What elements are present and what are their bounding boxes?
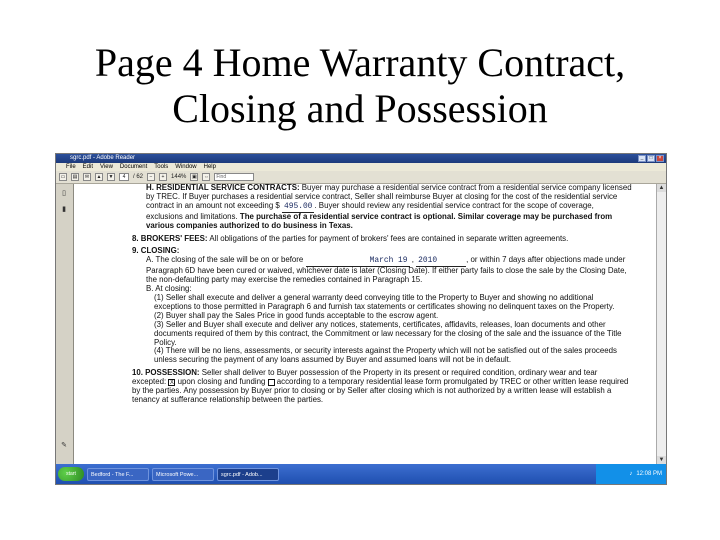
taskbar-item-adobe-reader[interactable]: sgrc.pdf - Adob... [217, 468, 279, 481]
toolbar [56, 171, 666, 184]
section-h-text1: Buyer may purchase a residential service contract from a residential service company licensed by TREC. If Buyer purchases a residential service contract, Seller shall reimburse Buyer at closing for the cost of the residential service contract in an amount not exceeding $ [146, 184, 632, 210]
closing-year-field[interactable]: 2010 [416, 257, 466, 267]
start-button[interactable]: start [58, 467, 84, 481]
page-number-input[interactable]: 4 [119, 173, 129, 181]
section-9b3: (3) Seller and Buyer shall execute and deliver any notices, statements, certificates, affidavits, releases, loan documents and other documents required of them by this contract, the Commitment or law necessary for the closing of the sale and the issuance of the Title Policy. [154, 319, 622, 347]
fit-width-icon[interactable]: ⇔ [203, 174, 209, 180]
print-icon[interactable]: ▤ [72, 174, 78, 180]
section-9a: A. The closing of the sale will be on or before March 19 , 2010 , or within 7 days after objections made under Paragraph 6D have been cured or waived, whichever date is later (Closing Date). If either party fails to close the sale by the Closing Date, the non-defaulting party may exercise the remedies contained in Paragraph 15. [146, 255, 627, 285]
scroll-down-icon[interactable]: ▼ [658, 457, 665, 463]
possession-at-closing-checkbox[interactable]: X [169, 379, 174, 386]
navigation-panel [56, 184, 74, 464]
bookmarks-icon[interactable]: ▮ [62, 206, 66, 213]
slide-title [0, 40, 720, 132]
slide-title-line2: Closing and Possession [172, 86, 548, 131]
page-total: / 62 [133, 174, 144, 180]
find-input[interactable]: Find [214, 173, 254, 181]
pages-icon[interactable]: ▯ [62, 190, 66, 197]
section-h-bold: The purchase of a residential service contract is optional. Similar coverage may be purchased from various companies authorized to do business in Texas. [146, 211, 613, 230]
open-icon[interactable]: ▭ [60, 174, 66, 180]
next-page-icon[interactable]: ▼ [108, 174, 114, 180]
taskbar [56, 464, 666, 484]
volume-icon[interactable]: ♪ [629, 471, 633, 477]
section-10-text2: upon closing and funding [177, 377, 266, 387]
window-controls [638, 155, 664, 162]
prev-page-icon[interactable]: ▲ [96, 174, 102, 180]
section-9b4: (4) There will be no liens, assessments, or security interests against the Property which will not be satisfied out of the sales proceeds unless securing the payment of any loans assumed by Buyer and assumed loans will not be in default. [154, 346, 617, 365]
section-8 [132, 235, 632, 244]
section-9-label: 9. CLOSING: [132, 246, 180, 256]
email-icon[interactable]: ✉ [84, 174, 90, 180]
section-10-text3: according to a temporary residential lease form promulgated by TREC or other written lease required by the parties. Any possession by Buyer prior to closing or by Seller after closing which is not authorized by a written lease will establish a tenancy at sufferance relationship between the parties. [132, 377, 629, 404]
vertical-scrollbar[interactable] [656, 184, 666, 464]
attachments-icon[interactable]: ✎ [61, 442, 67, 449]
service-contract-amount-field[interactable]: 495.00 [284, 201, 313, 211]
taskbar-item-bedford[interactable]: Bedford - The F... [87, 468, 149, 481]
system-tray [596, 464, 666, 484]
section-9a-text1: A. The closing of the sale will be on or before [146, 255, 304, 265]
section-8-label: 8. BROKERS' FEES: [132, 233, 208, 243]
section-10 [132, 369, 632, 405]
section-10-text1: Seller shall deliver to Buyer possession of the Property in its present or required condition, ordinary wear and tear excepted: [132, 368, 598, 387]
zoom-level[interactable]: 144% [171, 174, 187, 180]
menu-bar [56, 163, 666, 171]
menu-document[interactable]: Document [119, 164, 148, 170]
section-10-label: 10. POSSESSION: [132, 368, 200, 378]
document-page [132, 184, 632, 405]
window-title: sgrc.pdf - Adobe Reader [70, 155, 136, 161]
possession-lease-checkbox[interactable] [268, 379, 275, 386]
slide-title-line1: Page 4 Home Warranty Contract, [94, 40, 626, 85]
section-9b1: (1) Seller shall execute and deliver a general warranty deed conveying title to the Property to Buyer and showing no additional exceptions to those permitted in Paragraph 6 and furnish tax statements or certificates showing no delinquent taxes on the Property. [154, 292, 615, 311]
maximize-button[interactable]: □ [647, 155, 655, 162]
section-9b2: (2) Buyer shall pay the Sales Price in good funds acceptable to the escrow agent. [154, 310, 439, 320]
close-button[interactable]: × [656, 155, 664, 162]
minimize-button[interactable]: _ [638, 155, 646, 162]
fit-page-icon[interactable]: ▣ [192, 174, 197, 180]
clock: 12:08 PM [636, 471, 662, 477]
menu-help[interactable]: Help [203, 164, 216, 170]
window-titlebar [56, 154, 666, 163]
menu-window[interactable]: Window [175, 164, 197, 170]
screenshot-frame [55, 153, 667, 485]
zoom-out-icon[interactable]: − [147, 173, 155, 181]
zoom-in-icon[interactable]: + [159, 173, 167, 181]
document-view[interactable] [74, 184, 656, 464]
taskbar-item-powerpoint[interactable]: Microsoft Powe... [152, 468, 214, 481]
menu-view[interactable]: View [100, 164, 113, 170]
scroll-up-icon[interactable]: ▲ [658, 185, 665, 191]
closing-date-field[interactable]: March 19 [306, 257, 410, 267]
menu-edit[interactable]: Edit [82, 164, 94, 170]
menu-file[interactable]: File [66, 164, 76, 170]
section-8-text: All obligations of the parties for payment of brokers' fees are contained in separate written agreements. [209, 233, 569, 243]
section-9b: B. At closing: [146, 284, 192, 294]
section-9a-text2: , or within 7 days after objections made under Paragraph 6D have been cured or waived, whichever date is later (Closing Date). If either party fails to close the sale by the Closing Date, the non-defaulting party may exercise the remedies contained in Paragraph 15. [146, 255, 627, 285]
menu-tools[interactable]: Tools [154, 164, 169, 170]
section-h-label: H. RESIDENTIAL SERVICE CONTRACTS: [146, 184, 300, 192]
section-h [132, 184, 632, 231]
section-h-text2: . Buyer should review any residential service contract for the scope of coverage, exclusions and limitations. [146, 200, 594, 221]
